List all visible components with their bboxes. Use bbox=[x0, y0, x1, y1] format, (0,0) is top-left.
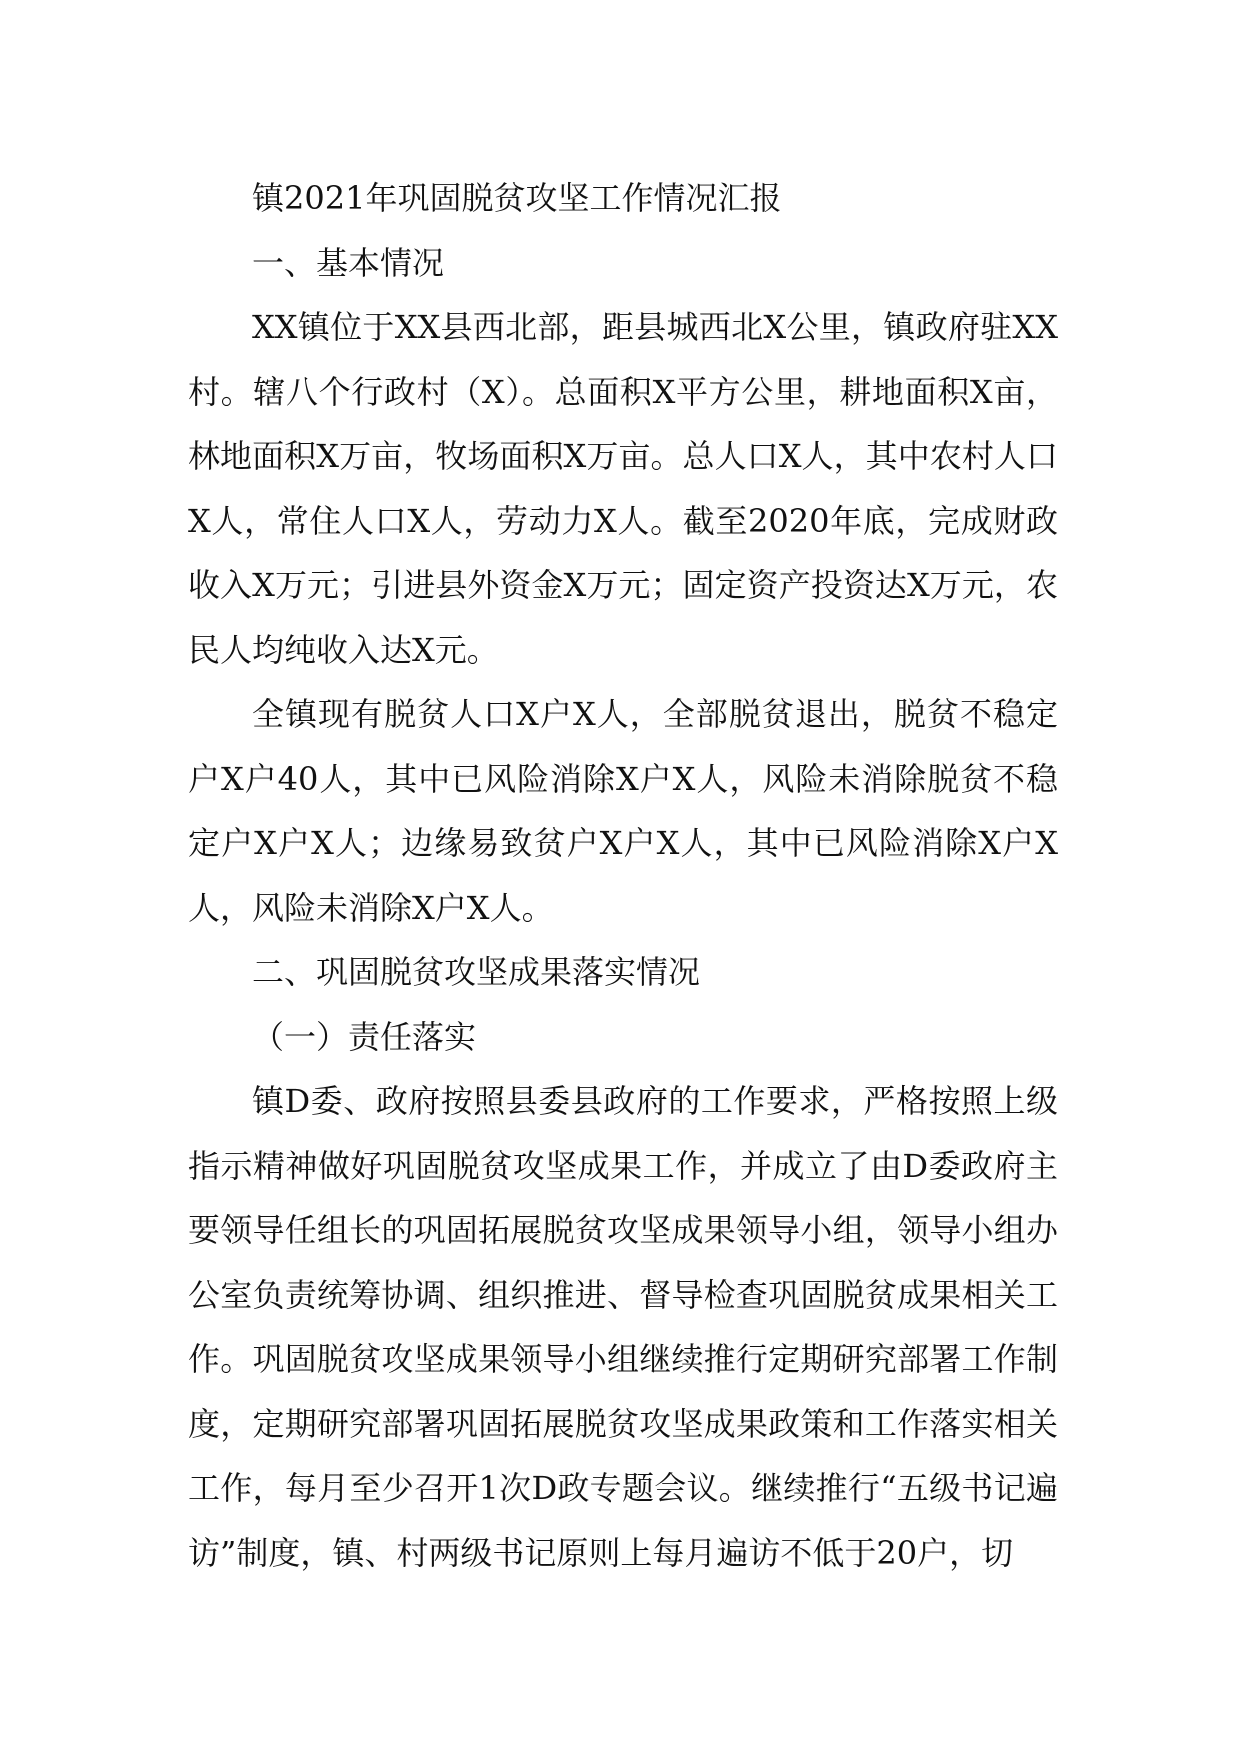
subsection-heading-responsibility: （一）责任落实 bbox=[252, 1017, 477, 1056]
paragraph-poverty-population: 全镇现有脱贫人口X户X人，全部脱贫退出，脱贫不稳定户X户40人，其中已风险消除X户X人，风险未消除脱贫不稳定户X户X人；边缘易致贫户X户X人，其中已风险消除X户X人，风险未消除X户X人。 bbox=[188, 695, 1058, 927]
section-heading-basic-situation: 一、基本情况 bbox=[252, 243, 445, 282]
section-heading-implementation: 二、巩固脱贫攻坚成果落实情况 bbox=[252, 953, 701, 991]
paragraph-town-overview: XX镇位于XX县西北部，距县城西北X公里，镇政府驻XX村。辖八个行政村（X）。总面积X平方公里，耕地面积X亩，林地面积X万亩，牧场面积X万亩。总人口X人，其中农村人口X人，常住人口X人，劳动力X人。截至2020年底，完成财政收入X万元；引进县外资金X万元；固定资产投资达X万元，农民人均纯收入达X元。 bbox=[188, 308, 1058, 669]
document-body bbox=[188, 166, 1058, 1585]
document-title: 镇2021年巩固脱贫攻坚工作情况汇报 bbox=[252, 179, 782, 217]
paragraph-responsibility: 镇D委、政府按照县委县政府的工作要求，严格按照上级指示精神做好巩固脱贫攻坚成果工作，并成立了由D委政府主要领导任组长的巩固拓展脱贫攻坚成果领导小组，领导小组办公室负责统筹协调、组织推进、督导检查巩固脱贫成果相关工作。巩固脱贫攻坚成果领导小组继续推行定期研究部署工作制度，定期研究部署巩固拓展脱贫攻坚成果政策和工作落实相关工作，每月至少召开1次D政专题会议。继续推行“五级书记遍访”制度，镇、村两级书记原则上每月遍访不低于20户，切 bbox=[188, 1082, 1058, 1572]
